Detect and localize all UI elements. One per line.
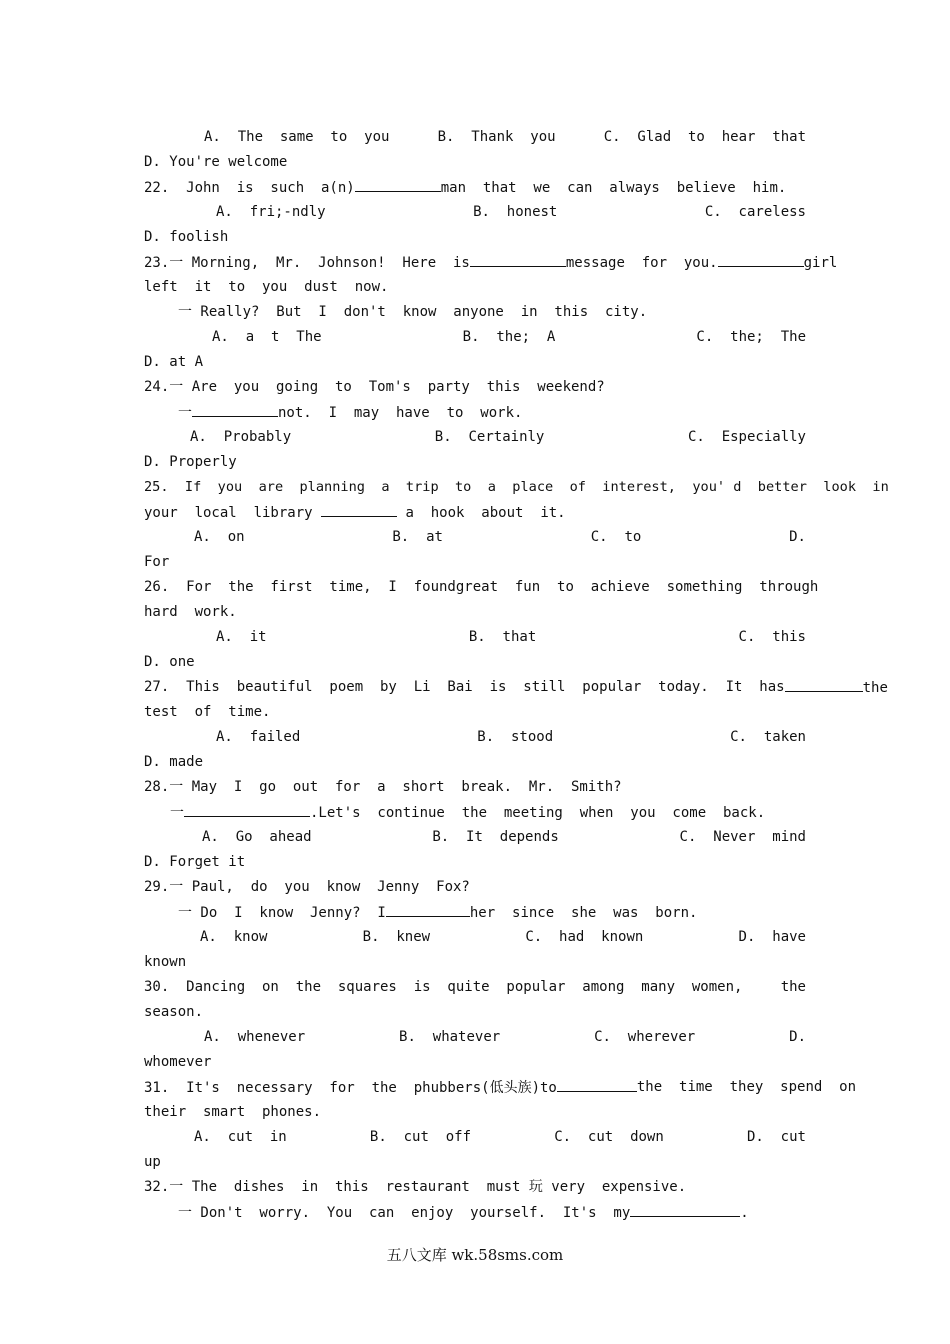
stem-text: a hook about it. [405, 505, 566, 521]
footer-watermark: 五八文库 wk.58sms.com [386, 1246, 564, 1264]
stem-text: the time they spend on [636, 1079, 857, 1095]
option-b: B. Thank you [437, 129, 556, 145]
q31-stem [144, 1075, 857, 1100]
option-c: C. taken [730, 729, 806, 745]
q28-stem [144, 775, 806, 800]
q25-stem [144, 475, 889, 500]
stem-text: 31. It's necessary for the phubbers(低头族)to [144, 1080, 557, 1096]
stem-part [144, 1075, 637, 1100]
q23-stem-line2 [144, 275, 806, 300]
q21-options [144, 125, 806, 150]
option-a: A. it [216, 629, 267, 645]
option-b: B. the; A [462, 329, 556, 345]
reply-text: 一 [178, 405, 192, 421]
stem-text: girl [803, 255, 838, 271]
option-b: B. Certainly [434, 429, 545, 445]
reply-text: 一 Really? But I don't know anyone in this city. [178, 304, 648, 320]
option-d: D. You're welcome [144, 154, 288, 170]
q23-options [144, 325, 806, 350]
option-a: A. cut in [194, 1129, 287, 1145]
q24-reply [144, 400, 806, 425]
q23-stem [144, 250, 838, 275]
option-a: A. fri;-ndly [216, 204, 326, 220]
answer-blank [321, 500, 397, 517]
option-c: C. Never mind [679, 829, 806, 845]
option-d: D. made [144, 754, 204, 770]
stem-text: 28.一 May I go out for a short break. Mr. Smith? [144, 779, 622, 795]
q27-stem [144, 675, 888, 700]
reply-text: .Let's continue the meeting when you come back. [310, 805, 766, 821]
option-c: C. Glad to hear that [603, 129, 806, 145]
option-d-text: up [144, 1154, 161, 1170]
q24-option-d-line [144, 450, 806, 475]
q25-option-d-line [144, 550, 806, 575]
option-a: A. Go ahead [202, 829, 312, 845]
q26-options [144, 625, 806, 650]
stem-text: the [862, 680, 888, 696]
answer-blank [470, 250, 566, 267]
option-d: D. [789, 1029, 806, 1045]
option-d: D. one [144, 654, 195, 670]
answer-blank [386, 900, 470, 917]
q32-reply [144, 1200, 806, 1225]
q31-options [144, 1125, 806, 1150]
option-c: C. the; The [696, 329, 806, 345]
option-d-text: For [144, 554, 170, 570]
option-b: B. that [468, 629, 537, 645]
stem-text: message for you. [565, 255, 718, 271]
stem-text: 25. If you are planning a trip to a place of interest, you' d better look in [144, 479, 889, 495]
q30-stem-line2 [144, 1000, 806, 1025]
q30-options [144, 1025, 806, 1050]
q25-options [144, 525, 806, 550]
q22-stem [144, 175, 806, 200]
q24-stem [144, 375, 806, 400]
q22-options [144, 200, 806, 225]
option-d: D. cut [746, 1129, 806, 1145]
option-c: C. Especially [687, 429, 806, 445]
stem-text: test of time. [144, 704, 271, 720]
stem-text: great fun to achieve something through [455, 579, 819, 595]
stem-text: hard work. [144, 604, 237, 620]
option-b: B. at [392, 529, 443, 545]
question-list [144, 125, 889, 1225]
reply-text: . [740, 1205, 749, 1221]
stem-text: 23.一 Morning, Mr. Johnson! Here is [144, 255, 470, 271]
q30-stem [144, 975, 806, 1000]
option-d-text: known [144, 954, 187, 970]
option-a: A. on [194, 529, 245, 545]
option-c: C. cut down [554, 1129, 664, 1145]
stem-text: 27. This beautiful poem by Li Bai is still popular today. It has [144, 679, 785, 695]
q26-option-d-line [144, 650, 806, 675]
answer-blank [718, 250, 804, 267]
option-b: B. whatever [399, 1029, 501, 1045]
option-d: D. at A [144, 354, 204, 370]
q28-option-d-line [144, 850, 806, 875]
answer-blank [184, 800, 310, 817]
option-b: B. honest [473, 204, 558, 220]
reply-text: her since she was born. [469, 905, 698, 921]
q27-option-d-line [144, 750, 806, 775]
option-a: A. Probably [190, 429, 292, 445]
q29-options [144, 925, 806, 950]
stem-part [785, 675, 888, 700]
option-d: D. Properly [144, 454, 237, 470]
option-d: D. have [738, 929, 806, 945]
reply-text: 一 Do I know Jenny? I [178, 905, 386, 921]
option-c: C. wherever [594, 1029, 696, 1045]
stem-part [718, 250, 838, 275]
option-d-text: whomever [144, 1054, 212, 1070]
reply-text: 一 Don't worry. You can enjoy yourself. It's my [178, 1205, 631, 1221]
q26-stem-line2 [144, 600, 806, 625]
q28-options [144, 825, 806, 850]
option-c: C. this [738, 629, 806, 645]
q21-option-d-line [144, 150, 806, 175]
q27-stem-line2 [144, 700, 806, 725]
option-a: A. a t The [212, 329, 322, 345]
q30-option-d-line [144, 1050, 806, 1075]
answer-blank [355, 175, 441, 192]
option-c: C. to [590, 529, 642, 545]
option-a: A. know [200, 929, 268, 945]
q24-options [144, 425, 806, 450]
stem-text: man that we can always believe him. [440, 180, 787, 196]
answer-blank [630, 1200, 740, 1217]
option-c: C. had known [525, 929, 644, 945]
q22-option-d-line [144, 225, 806, 250]
q31-option-d-line [144, 1150, 806, 1175]
option-d: D. foolish [144, 229, 229, 245]
q28-reply [144, 800, 806, 825]
answer-blank [192, 400, 278, 417]
stem-text: 22. John is such a(n) [144, 180, 355, 196]
option-a: A. failed [216, 729, 301, 745]
stem-text: 26. For the first time, I found [144, 579, 456, 595]
q29-option-d-line [144, 950, 806, 975]
option-c: C. careless [704, 204, 806, 220]
option-d: D. Forget it [144, 854, 246, 870]
option-b: B. knew [362, 929, 431, 945]
q29-reply [144, 900, 806, 925]
q31-stem-line2 [144, 1100, 806, 1125]
reply-text: not. I may have to work. [278, 405, 523, 421]
option-b: B. cut off [369, 1129, 472, 1145]
stem-text: the [780, 979, 806, 995]
q25-stem-line2 [144, 500, 806, 525]
stem-text: your local library [144, 505, 313, 521]
stem-text: 24.一 Are you going to Tom's party this weekend? [144, 379, 605, 395]
answer-blank [785, 675, 863, 692]
answer-blank [557, 1075, 637, 1092]
option-b: B. It depends [432, 829, 559, 845]
q23-reply [144, 300, 806, 325]
stem-text: season. [144, 1004, 204, 1020]
q32-stem [144, 1175, 806, 1200]
stem-text: 30. Dancing on the squares is quite popular among many women, [144, 979, 743, 995]
q27-options [144, 725, 806, 750]
stem-text: 29.一 Paul, do you know Jenny Fox? [144, 879, 470, 895]
option-d: D. [789, 529, 806, 545]
q29-stem [144, 875, 806, 900]
q23-option-d-line [144, 350, 806, 375]
stem-text: left it to you dust now. [144, 279, 389, 295]
option-a: A. The same to you [204, 129, 390, 145]
stem-part [144, 250, 718, 275]
option-b: B. stood [477, 729, 554, 745]
q26-stem [144, 575, 819, 600]
stem-text: their smart phones. [144, 1104, 322, 1120]
reply-text: 一 [170, 805, 184, 821]
stem-text: 32.一 The dishes in this restaurant must 玩 very expensive. [144, 1179, 687, 1195]
option-a: A. whenever [204, 1029, 306, 1045]
